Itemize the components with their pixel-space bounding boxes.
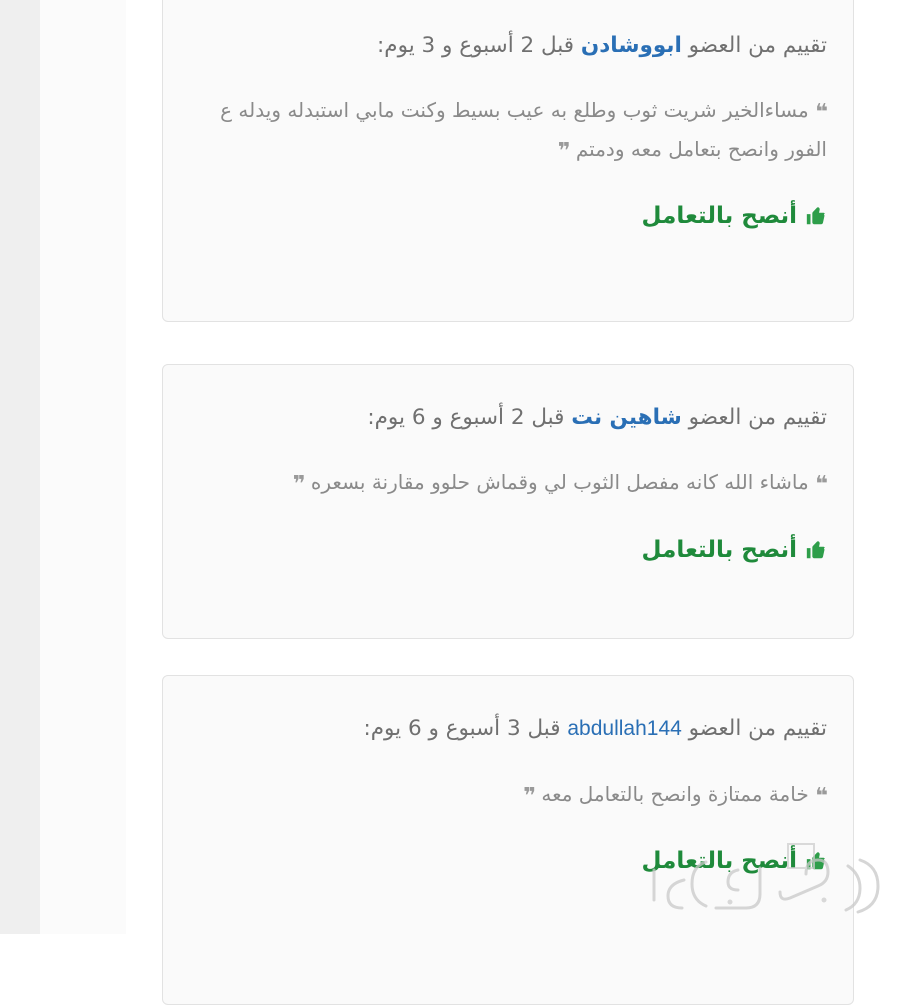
reviews-column [126,0,900,934]
member-link[interactable]: شاهين نت [571,405,682,430]
review-header-suffix: قبل 2 أسبوع و 6 يوم: [367,405,565,430]
recommend-label: أنصح بالتعامل [641,848,797,875]
review-card[interactable] [162,0,854,322]
left-gutter-inner [40,0,126,934]
review-text: ماشاء الله كانه مفصل الثوب لي وقماش حلوو مقارنة بسعره [310,470,809,495]
review-card[interactable] [162,675,854,1005]
recommend-label: أنصح بالتعامل [641,203,797,230]
review-header [189,383,827,434]
review-header-prefix: تقييم من العضو [688,716,827,741]
thumbs-up-icon [805,850,827,872]
quote-close-icon: ❞ [557,138,570,164]
review-header [189,694,827,746]
review-text: خامة ممتازة وانصح بالتعامل معه [541,781,809,806]
review-card[interactable] [162,364,854,639]
review-body [189,464,827,503]
recommend-badge [189,848,827,874]
member-link[interactable]: ابووشادن [580,33,682,58]
quote-open-icon: ❝ [815,100,827,126]
thumbs-up-icon [805,205,827,227]
review-header-suffix: قبل 3 أسبوع و 6 يوم: [363,716,561,741]
member-link[interactable]: abdullah144 [567,717,682,740]
review-body [189,92,827,169]
recommend-label: أنصح بالتعامل [641,536,797,563]
review-header-suffix: قبل 2 أسبوع و 3 يوم: [377,33,575,58]
recommend-badge [189,537,827,563]
quote-close-icon: ❞ [523,783,535,809]
recommend-badge [189,203,827,229]
quote-open-icon: ❝ [815,783,827,809]
left-gutter [0,0,40,934]
review-text: مساءالخير شريت ثوب وطلع به عيب بسيط وكنت مابي استبدله ويدله ع الفور وانصح بتعامل معه ودمتم [220,98,827,161]
review-header-prefix: تقييم من العضو [688,405,827,430]
quote-open-icon: ❝ [815,472,827,498]
quote-close-icon: ❞ [292,472,305,498]
thumbs-up-icon [805,539,827,561]
review-body [189,776,827,815]
review-header-prefix: تقييم من العضو [688,33,827,58]
review-header [189,11,827,62]
